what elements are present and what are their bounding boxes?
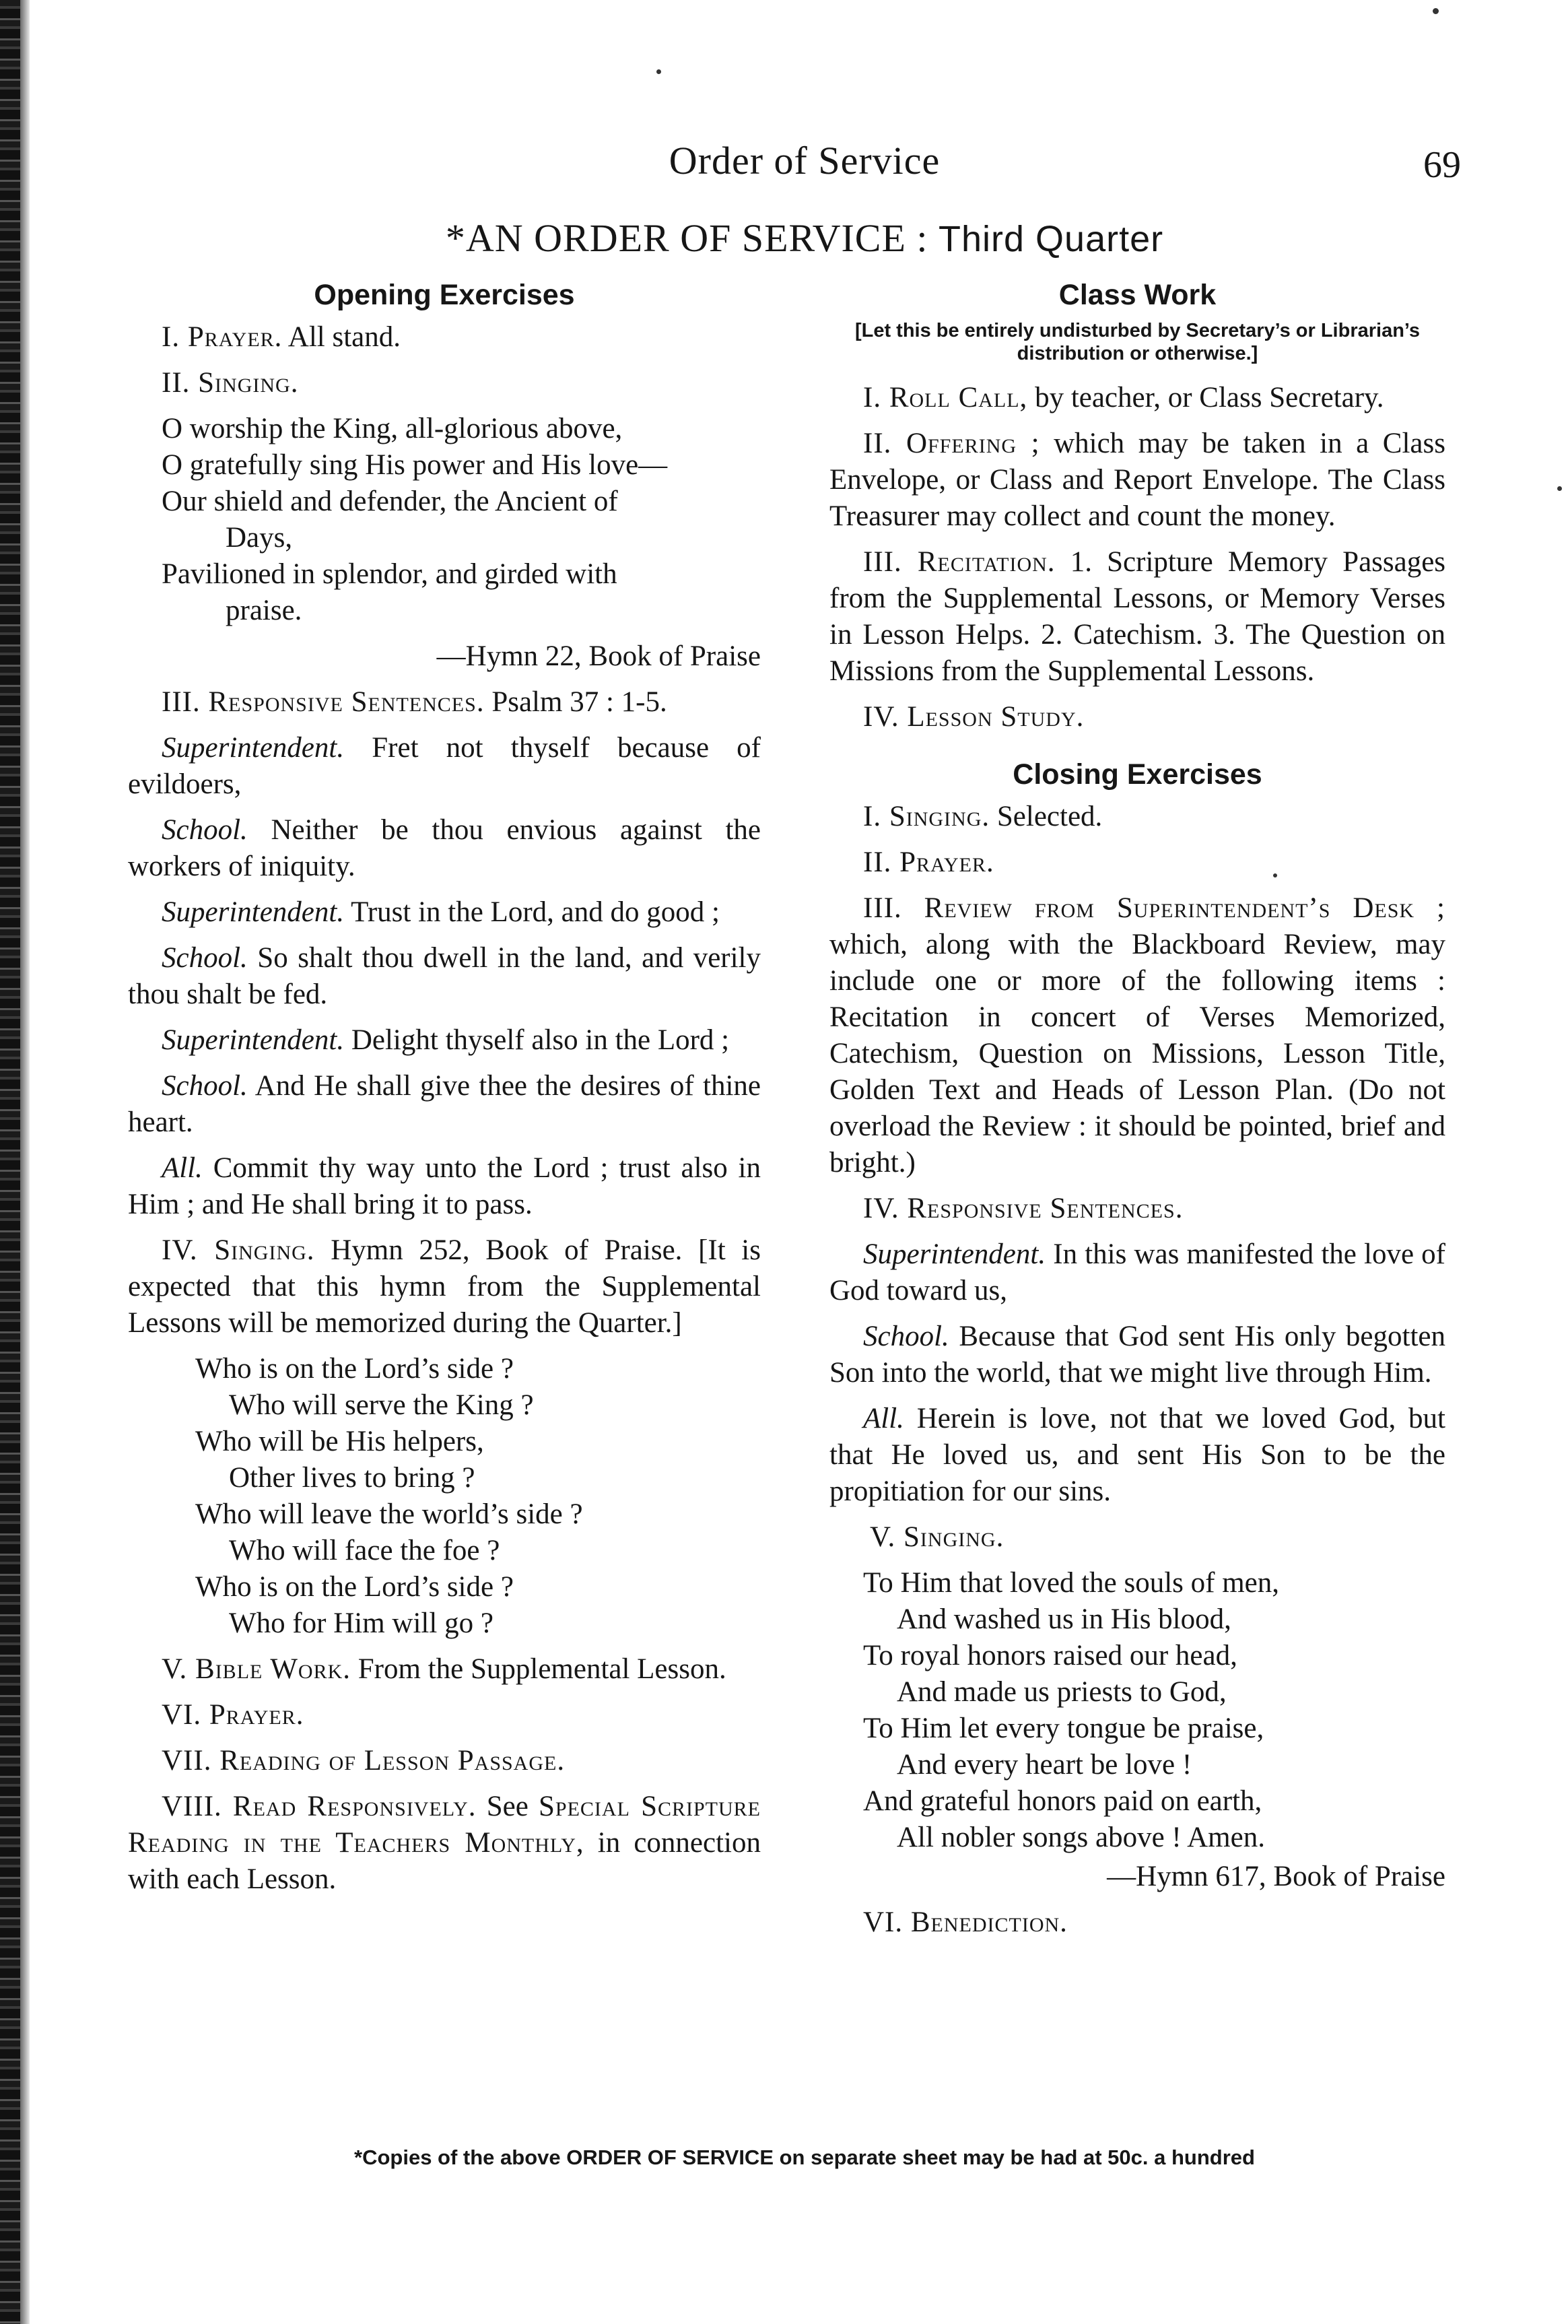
dialogue-line: Superintendent. Trust in the Lord, and do good ; xyxy=(162,896,720,928)
verse-line: O gratefully sing His power and His love— xyxy=(162,449,668,481)
page-title-sub: Third Quarter xyxy=(939,219,1164,259)
ink-speck xyxy=(1433,8,1439,14)
class-work-note: [Let this be entirely undisturbed by Secretary’s or Librarian’s distribution or otherwise.] xyxy=(854,320,1421,364)
item-closing-prayer: II. Prayer. xyxy=(863,846,994,878)
item-prayer: I. Prayer. All stand. xyxy=(162,321,401,353)
item-reading: VII. Reading of Lesson Passage. xyxy=(162,1745,566,1777)
ink-speck xyxy=(1557,486,1562,491)
page-title-main: *AN ORDER OF SERVICE : xyxy=(445,216,928,260)
page-number: 69 xyxy=(1423,144,1461,186)
ink-speck xyxy=(656,69,661,74)
class-work-heading: Class Work xyxy=(1058,279,1217,311)
verse-line: To Him let every tongue be praise, xyxy=(863,1713,1264,1744)
item-closing-responsive: IV. Responsive Sentences. xyxy=(863,1193,1184,1224)
hymn-attribution: —Hymn 22, Book of Praise xyxy=(436,640,761,672)
verse-line: To Him that loved the souls of men, xyxy=(863,1567,1280,1599)
page-gutter-shadow xyxy=(20,0,30,2324)
verse-line: Other lives to bring ? xyxy=(229,1462,475,1494)
item-closing-singing-2: V. Singing. xyxy=(870,1521,1004,1553)
verse-line: Who will serve the King ? xyxy=(229,1389,534,1421)
verse-line: Who will face the foe ? xyxy=(229,1535,500,1566)
item-offering: II. Offering ; which may be taken in a Class Envelope, or Class and Report Envelope. The Class Treasurer may collect and count the money. xyxy=(829,428,1445,532)
hymn-verse-2 xyxy=(128,1351,761,1642)
verse-line: Who will be His helpers, xyxy=(195,1426,484,1457)
item-singing-hymn-252: IV. Singing. Hymn 252, Book of Praise. [It is expected that this hymn from the Supplemental Lessons will be memorized during the Quarter.] xyxy=(128,1234,761,1339)
closing-exercises-heading: Closing Exercises xyxy=(1013,758,1262,791)
dialogue-line: All. Herein is love, not that we loved God, but that He loved us, and sent His Son to be the propitiation for our sins. xyxy=(829,1403,1446,1507)
opening-exercises-heading: Opening Exercises xyxy=(314,279,575,311)
verse-line: Who is on the Lord’s side ? xyxy=(195,1353,514,1385)
hymn-verse-3 xyxy=(829,1565,1445,1856)
item-closing-singing: I. Singing. Selected. xyxy=(863,801,1103,832)
verse-line: And made us priests to God, xyxy=(897,1676,1227,1708)
verse-line: To royal honors raised our head, xyxy=(863,1640,1237,1671)
right-column xyxy=(829,276,1445,1950)
verse-line: Who for Him will go ? xyxy=(229,1607,493,1639)
verse-line: O worship the King, all-glorious above, xyxy=(162,413,623,444)
verse-line: Who will leave the world’s side ? xyxy=(195,1498,583,1530)
item-responsive-sentences: III. Responsive Sentences. Psalm 37 : 1-5. xyxy=(162,686,667,718)
verse-line: All nobler songs above ! Amen. xyxy=(897,1822,1265,1853)
item-lesson-study: IV. Lesson Study. xyxy=(863,701,1085,733)
verse-line: Days, xyxy=(226,522,293,554)
item-singing: II. Singing. xyxy=(162,367,299,399)
left-column xyxy=(128,276,761,1907)
item-recitation: III. Recitation. 1. Scripture Memory Passages from the Supplemental Lessons, or Memory Verses in Lesson Helps. 2. Catechism. 3. The Question on Missions from the Supplemental Lessons. xyxy=(829,546,1446,687)
page-title xyxy=(135,215,1474,261)
verse-line: Pavilioned in splendor, and girded with xyxy=(162,558,617,590)
footnote: *Copies of the above ORDER OF SERVICE on separate sheet may be had at 50c. a hundred xyxy=(354,2146,1255,2169)
hymn-verse-1 xyxy=(128,411,761,629)
dialogue-line: Superintendent. In this was manifested the love of God toward us, xyxy=(829,1238,1446,1306)
verse-line: And every heart be love ! xyxy=(897,1749,1192,1781)
dialogue-line: All. Commit thy way unto the Lord ; trust also in Him ; and He shall bring it to pass. xyxy=(128,1152,761,1220)
dialogue-line: Superintendent. Delight thyself also in the Lord ; xyxy=(162,1024,730,1056)
dialogue-line: School. And He shall give thee the desires of thine heart. xyxy=(128,1070,761,1138)
item-benediction: VI. Benediction. xyxy=(863,1906,1068,1938)
item-bible-work: V. Bible Work. From the Supplemental Lesson. xyxy=(162,1653,726,1685)
running-head-title: Order of Service xyxy=(669,139,941,182)
verse-line: And grateful honors paid on earth, xyxy=(863,1785,1262,1817)
item-prayer-2: VI. Prayer. xyxy=(162,1699,304,1731)
dialogue-line: School. Neither be thou envious against the workers of iniquity. xyxy=(128,814,761,882)
dialogue-line: School. Because that God sent His only begotten Son into the world, that we might live through Him. xyxy=(829,1321,1445,1389)
page-binding-edge xyxy=(0,0,20,2324)
item-review: III. Review from Superintendent’s Desk ; which, along with the Blackboard Review, may include one or more of the following items : Recitation in concert of Verses Memorized, Catechism, Question on Missions, Lesson Title, Golden Text and Heads of Lesson Plan. (Do not overload the Review : it should be pointed, brief and bright.) xyxy=(829,892,1445,1178)
hymn-attribution: —Hymn 617, Book of Praise xyxy=(1107,1861,1445,1892)
verse-line: Our shield and defender, the Ancient of xyxy=(162,486,618,517)
running-head xyxy=(135,138,1474,212)
item-read-responsively: VIII. Read Responsively. See Special Scripture Reading in the Teachers Monthly, in connection with each Lesson. xyxy=(128,1791,761,1895)
verse-line: And washed us in His blood, xyxy=(897,1603,1231,1635)
dialogue-line: Superintendent. Fret not thyself because of evildoers, xyxy=(128,732,761,800)
dialogue-line: School. So shalt thou dwell in the land, and verily thou shalt be fed. xyxy=(128,942,761,1010)
item-roll-call: I. Roll Call, by teacher, or Class Secretary. xyxy=(863,382,1384,413)
verse-line: praise. xyxy=(226,595,302,626)
verse-line: Who is on the Lord’s side ? xyxy=(195,1571,514,1603)
